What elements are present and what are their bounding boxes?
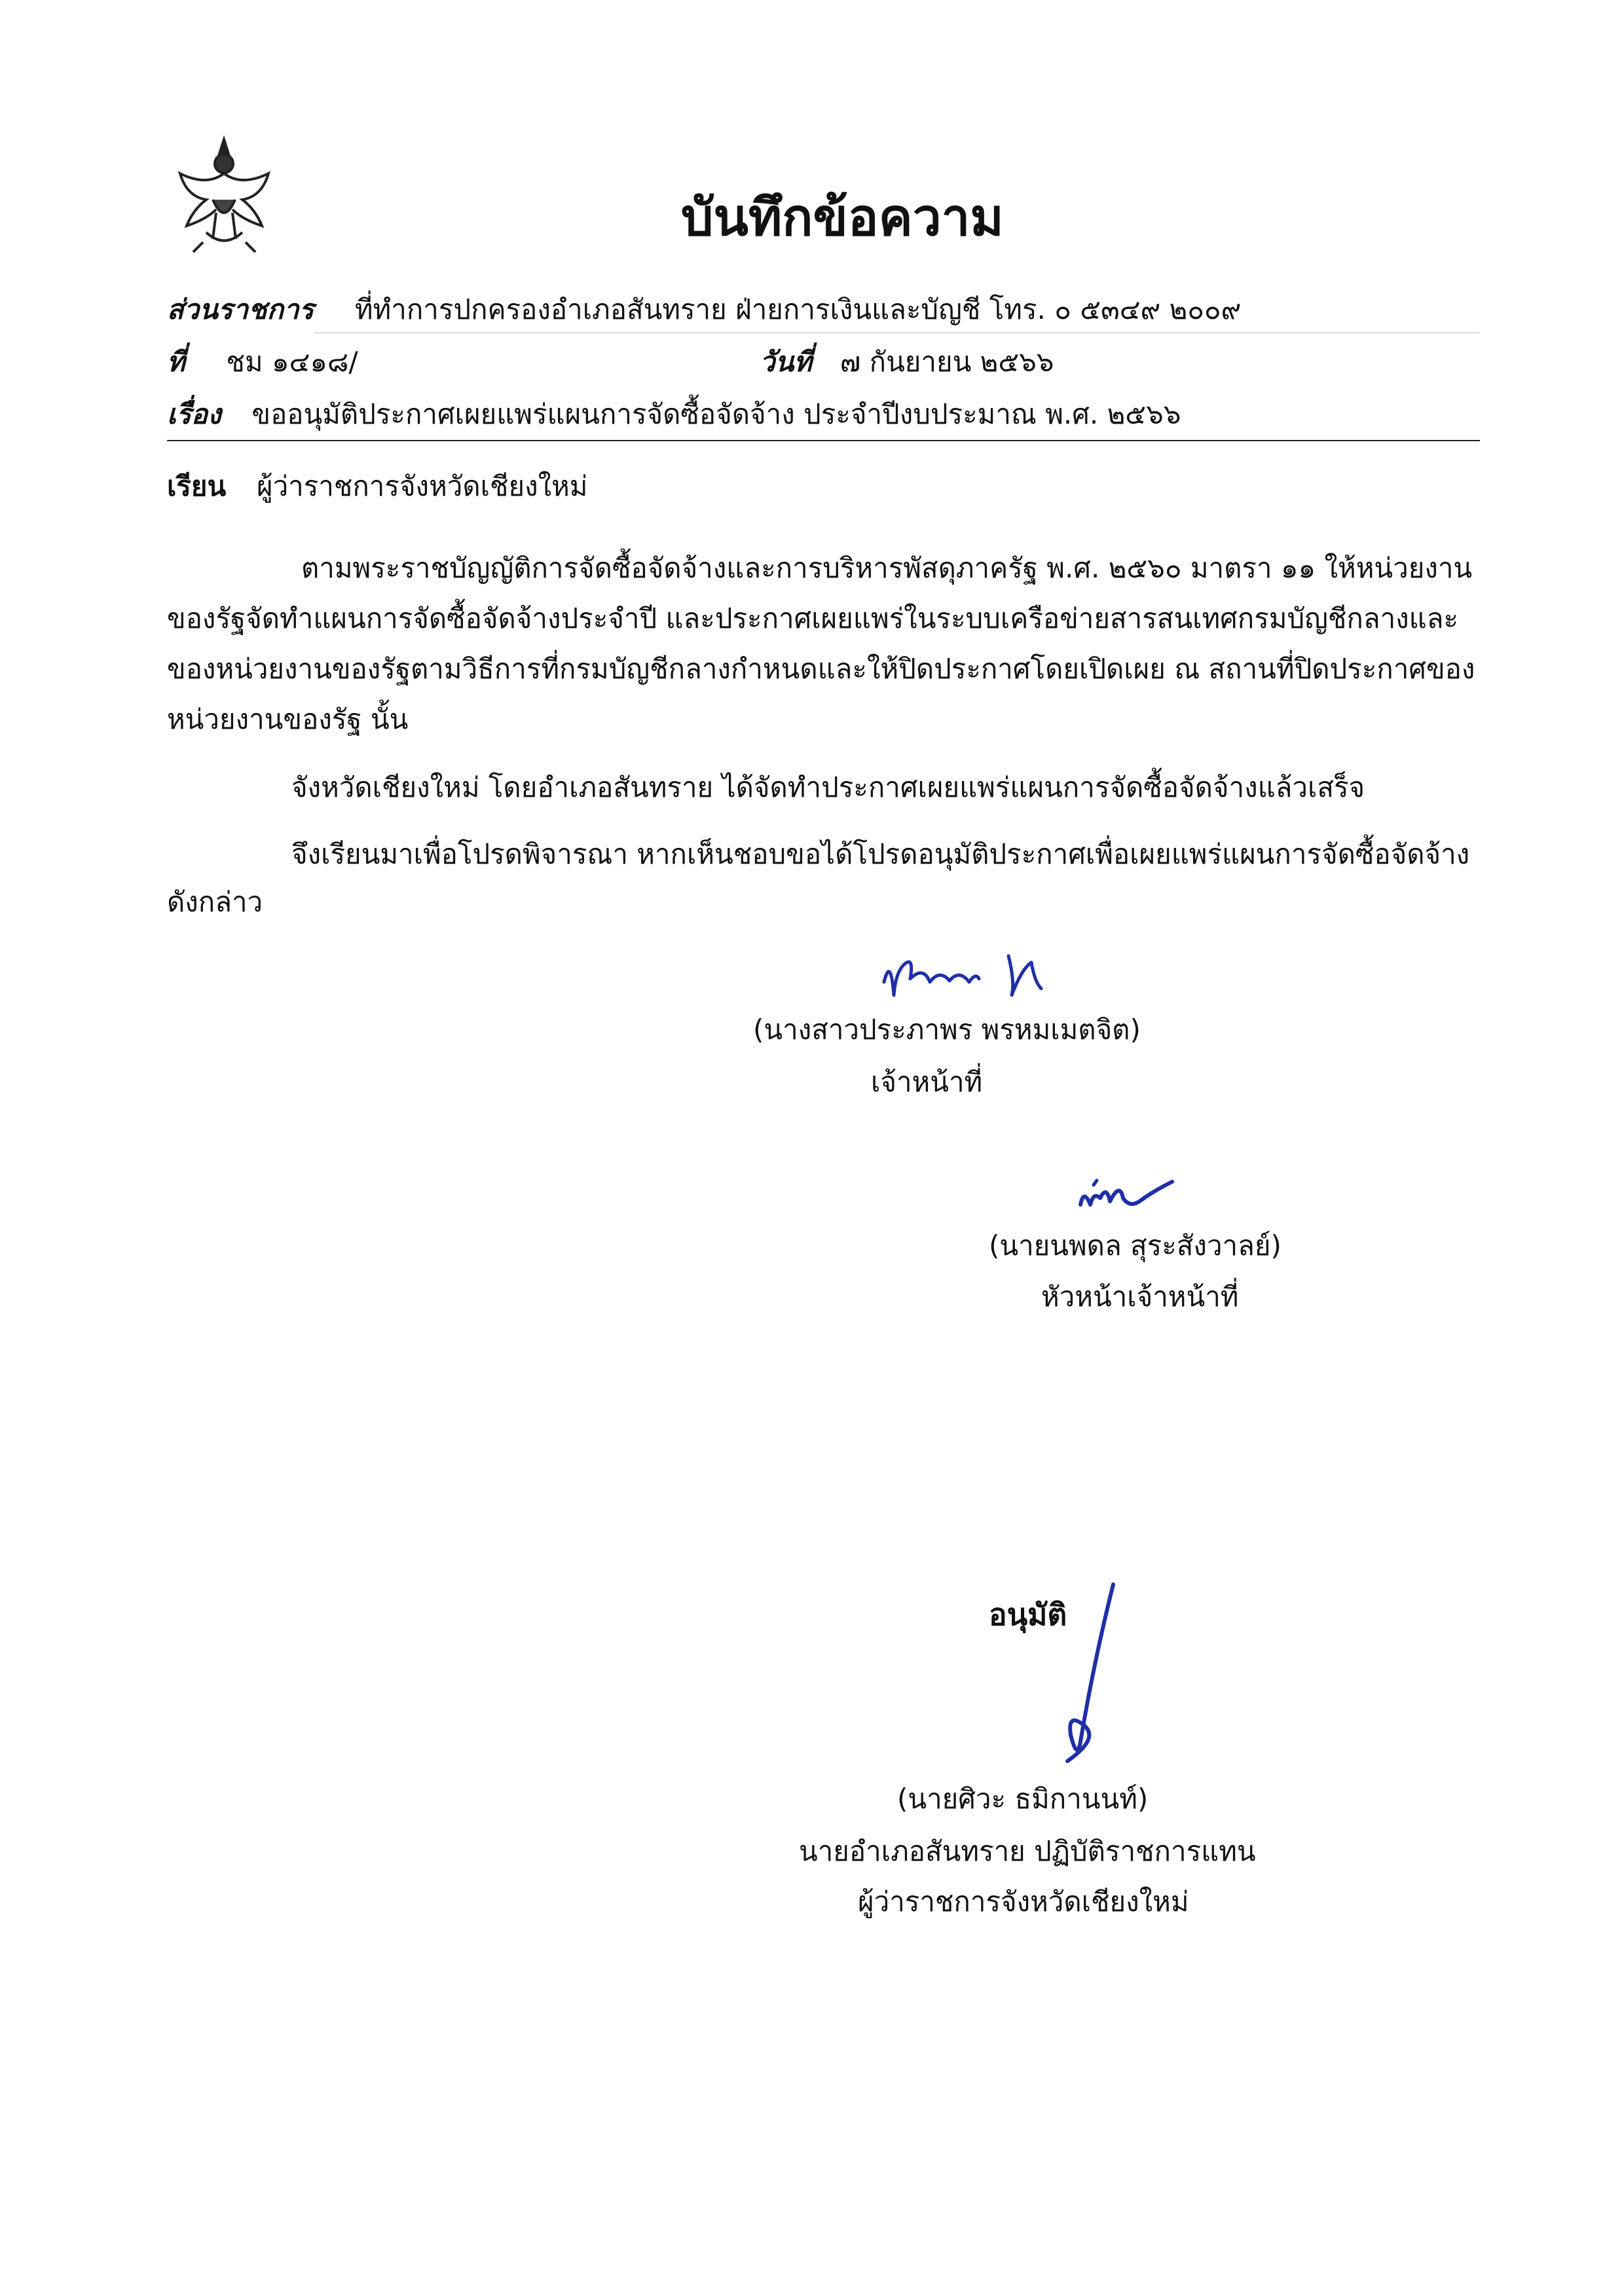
memo-title: บันทึกข้อความ — [681, 189, 1004, 247]
ref-value: ชม ๑๔๑๘/ — [226, 346, 358, 378]
date-value: ๗ กันยายน ๒๕๖๖ — [840, 346, 1054, 378]
approver-position-line1: นายอำเภอสันทราย ปฏิบัติราชการแทน — [799, 1835, 1256, 1867]
approval-label: อนุมัติ — [989, 1597, 1067, 1632]
to-row — [167, 470, 587, 503]
approver-signature-icon — [1022, 1578, 1126, 1774]
approver-name: (นายศิวะ ธมิกานนท์) — [897, 1783, 1149, 1815]
garuda-emblem-icon — [167, 134, 282, 255]
officer-name: (นางสาวประภาพร พรหมเมตจิต) — [753, 1013, 1141, 1046]
subject-label: เรื่อง — [167, 398, 221, 430]
officer-position: เจ้าหน้าที่ — [871, 1066, 983, 1098]
department-row — [167, 293, 1241, 326]
para2: จังหวัดเชียงใหม่ โดยอำเภอสันทราย ได้จัดทำประกาศเผยแพร่แผนการจัดซื้อจัดจ้างแล้วเสร็จ — [291, 771, 1365, 803]
head-signature-icon — [1074, 1169, 1185, 1221]
to-label: เรียน — [167, 470, 227, 502]
approver-position-line2: ผู้ว่าราชการจังหวัดเชียงใหม่ — [858, 1886, 1189, 1918]
para1-line3: ของหน่วยงานของรัฐตามวิธีการที่กรมบัญชีกลางกำหนดและให้ปิดประกาศโดยเปิดเผย ณ สถานที่ปิดประกาศของ — [167, 653, 1475, 685]
para3-line2: ดังกล่าว — [167, 886, 263, 918]
date-label: วันที่ — [760, 346, 812, 378]
para1-line1: ตามพระราชบัญญัติการจัดซื้อจัดจ้างและการบริหารพัสดุภาครัฐ พ.ศ. ๒๕๖๐ มาตรา ๑๑ ให้หน่วยงาน — [301, 552, 1473, 584]
subject-underline — [167, 440, 1480, 441]
head-position: หัวหน้าเจ้าหน้าที่ — [1041, 1281, 1239, 1313]
department-value: ที่ทำการปกครองอำเภอสันทราย ฝ่ายการเงินและบัญชี โทร. ๐ ๕๓๔๙ ๒๐๐๙ — [354, 293, 1242, 325]
para3-line1: จึงเรียนมาเพื่อโปรดพิจารณา หากเห็นชอบขอได้โปรดอนุมัติประกาศเพื่อเผยแพร่แผนการจัดซื้อจัดจ้าง — [291, 838, 1470, 870]
head-name: (นายนพดล สุระสังวาลย์) — [989, 1230, 1282, 1262]
department-label: ส่วนราชการ — [167, 293, 314, 325]
ref-label: ที่ — [167, 346, 185, 378]
para1-line4: หน่วยงานของรัฐ นั้น — [167, 703, 409, 735]
ref-row — [167, 346, 358, 378]
to-value: ผู้ว่าราชการจังหวัดเชียงใหม่ — [256, 470, 588, 502]
para1-line2: ของรัฐจัดทำแผนการจัดซื้อจัดจ้างประจำปี และประกาศเผยแพร่ในระบบเครือข่ายสารสนเทศกรมบัญชีกลางและ — [167, 602, 1459, 634]
subject-value: ขออนุมัติประกาศเผยแพร่แผนการจัดซื้อจัดจ้าง ประจำปีงบประมาณ พ.ศ. ๒๕๖๖ — [251, 398, 1181, 430]
subject-row — [167, 398, 1181, 431]
officer-signature-icon — [877, 943, 1061, 1008]
date-row — [760, 346, 1054, 378]
